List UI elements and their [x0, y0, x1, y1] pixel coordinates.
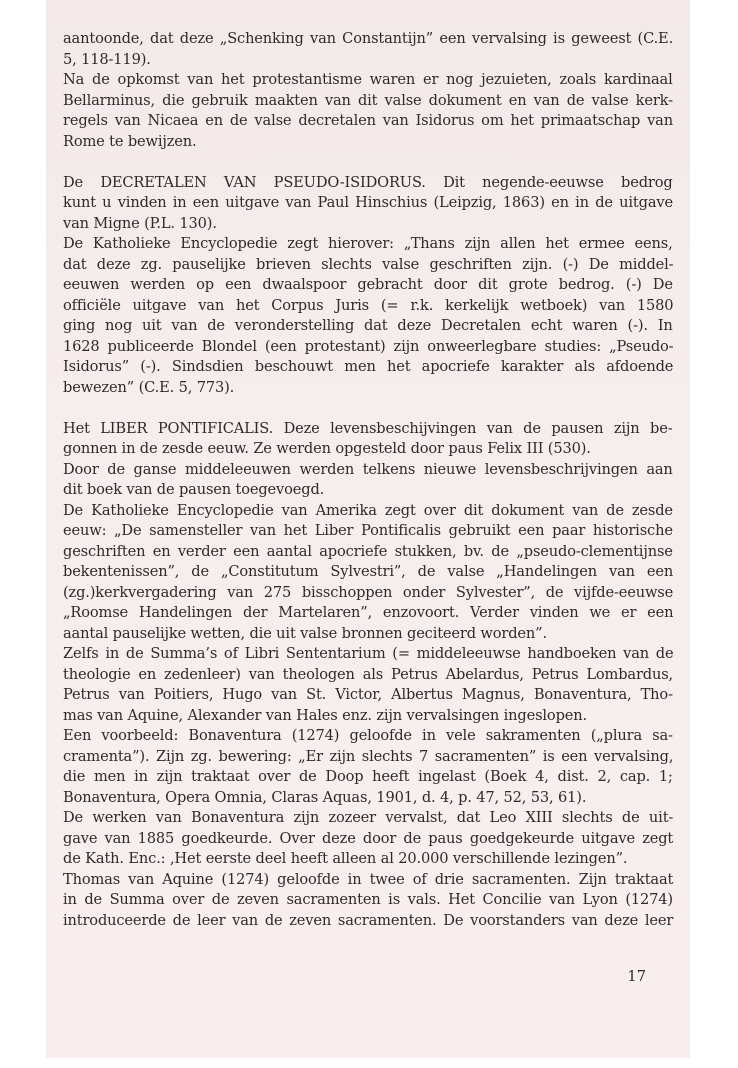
paragraph-schenking-end	[63, 29, 673, 70]
text-line: de Kath. Enc.: ‚Het eerste deel heeft alleen al 20.000 verschillende lezingen”.	[63, 850, 628, 867]
text-line: Bellarminus, die gebruik maakten van dit valse dokument en van de valse kerk-	[63, 91, 673, 109]
text-line: aantal pauselijke wetten, die uit valse bronnen geciteerd worden”.	[63, 624, 547, 642]
page-body-text	[63, 29, 673, 931]
text-line: bekentenissen”, de „Constitutum Sylvestri”, de valse „Handelingen van een	[63, 563, 674, 580]
text-line: gave van 1885 goedkeurde. Over deze door de paus goedgekeurde uitgave zegt	[63, 829, 674, 847]
text-line: De werken van Bonaventura zijn zozeer vervalst, dat Leo XIII slechts de uit-	[63, 809, 674, 826]
paragraph-thomas	[63, 870, 673, 932]
text-line: regels van Nicaea en de valse decretalen van Isidorus om het primaatschap van	[63, 112, 673, 129]
paragraph-liber-amerika	[63, 501, 673, 645]
text-line: cramenta”). Zijn zg. bewering: „Er zijn slechts 7 sacramenten” is een vervalsing,	[63, 747, 674, 765]
text-line: eeuw: „De samensteller van het Liber Pontificalis gebruikt een paar historische	[63, 522, 673, 539]
text-line: dit boek van de pausen toegevoegd.	[63, 481, 325, 498]
paragraph-bellarminus	[63, 70, 673, 152]
text-line: introduceerde de leer van de zeven sacramenten. De voorstanders van deze leer	[63, 911, 674, 929]
text-line: gonnen in de zesde eeuw. Ze werden opgesteld door paus Felix III (530).	[63, 440, 591, 457]
text-line: Rome te bewijzen.	[63, 132, 197, 150]
text-line: kunt u vinden in een uitgave van Paul Hinschius (Leipzig, 1863) en in de uitgave	[63, 194, 673, 211]
text-line: De Katholieke Encyclopedie van Amerika zegt over dit dokument van de zesde	[63, 501, 673, 519]
text-line: Zelfs in de Summa’s of Libri Sententarium (= middeleeuwse handboeken van de	[63, 645, 674, 662]
text-line: theologie en zedenleer) van theologen als Petrus Abelardus, Petrus Lombardus,	[63, 665, 674, 683]
paragraph-decretalen-encyclopedie	[63, 234, 673, 398]
paragraph-liber-middeleeuwen	[63, 460, 673, 501]
text-line: officiële uitgave van het Corpus Juris (= r.k. kerkelijk wetboek) van 1580	[63, 296, 674, 314]
text-line: in de Summa over de zeven sacramenten is vals. Het Concilie van Lyon (1274)	[63, 891, 673, 908]
text-line: Door de ganse middeleeuwen werden telkens nieuwe levensbeschrijvingen aan	[63, 460, 673, 478]
paragraph-bonaventura-voorbeeld	[63, 726, 673, 808]
book-page	[46, 0, 690, 1058]
text-line: van Migne (P.L. 130).	[63, 214, 217, 232]
text-line: geschriften en verder een aantal apocriefe stukken, bv. de „pseudo-clementijnse	[63, 542, 673, 560]
text-line: Thomas van Aquine (1274) geloofde in twee of drie sacramenten. Zijn traktaat	[63, 870, 674, 888]
text-line: mas van Aquine, Alexander van Hales enz. zijn vervalsingen ingeslopen.	[63, 706, 587, 724]
text-line: „Roomse Handelingen der Martelaren”, enzovoort. Verder vinden we er een	[63, 604, 674, 621]
section-heading-line: De DECRETALEN VAN PSEUDO-ISIDORUS. Dit negende-eeuwse bedrog	[63, 173, 673, 191]
text-line: Een voorbeeld: Bonaventura (1274) geloofde in vele sakramenten („plura sa-	[63, 727, 673, 744]
text-line: aantoonde, dat deze „Schenking van Constantijn” een vervalsing is geweest (C.E.	[63, 30, 674, 47]
text-line: dat deze zg. pauselijke brieven slechts valse geschriften zijn. (-) De middel-	[63, 255, 674, 273]
paragraph-summa	[63, 644, 673, 726]
text-line: die men in zijn traktaat over de Doop heeft ingelast (Boek 4, dist. 2, cap. 1;	[63, 768, 673, 785]
text-line: bewezen” (C.E. 5, 773).	[63, 378, 235, 396]
section-heading-line: Het LIBER PONTIFICALIS. Deze levensbeschijvingen van de pausen zijn be-	[63, 419, 673, 437]
paragraph-decretalen-intro	[63, 173, 673, 235]
paragraph-liber-intro	[63, 419, 673, 460]
text-line: 1628 publiceerde Blondel (een protestant) zijn onweerlegbare studies: „Pseudo-	[63, 337, 674, 355]
text-line: eeuwen werden op een dwaalspoor gebracht door dit grote bedrog. (-) De	[63, 276, 673, 293]
text-line: Isidorus” (-). Sindsdien beschouwt men het apocriefe karakter als afdoende	[63, 358, 674, 375]
page-number: 17	[627, 968, 646, 985]
text-line: (zg.)kerkvergadering van 275 bisschoppen onder Sylvester”, de vijfde-eeuwse	[63, 583, 674, 601]
text-line: De Katholieke Encyclopedie zegt hierover: „Thans zijn allen het ermee eens,	[63, 235, 673, 252]
text-line: Bonaventura, Opera Omnia, Claras Aquas, 1901, d. 4, p. 47, 52, 53, 61).	[63, 788, 587, 806]
text-line: Petrus van Poitiers, Hugo van St. Victor, Albertus Magnus, Bonaventura, Tho-	[63, 686, 673, 703]
text-line: ging nog uit van de veronderstelling dat deze Decretalen echt waren (-). In	[63, 317, 673, 334]
text-line: 5, 118-119).	[63, 50, 151, 68]
text-line: Na de opkomst van het protestantisme waren er nog jezuieten, zoals kardinaal	[63, 71, 673, 88]
paragraph-bonaventura-werken	[63, 808, 673, 870]
